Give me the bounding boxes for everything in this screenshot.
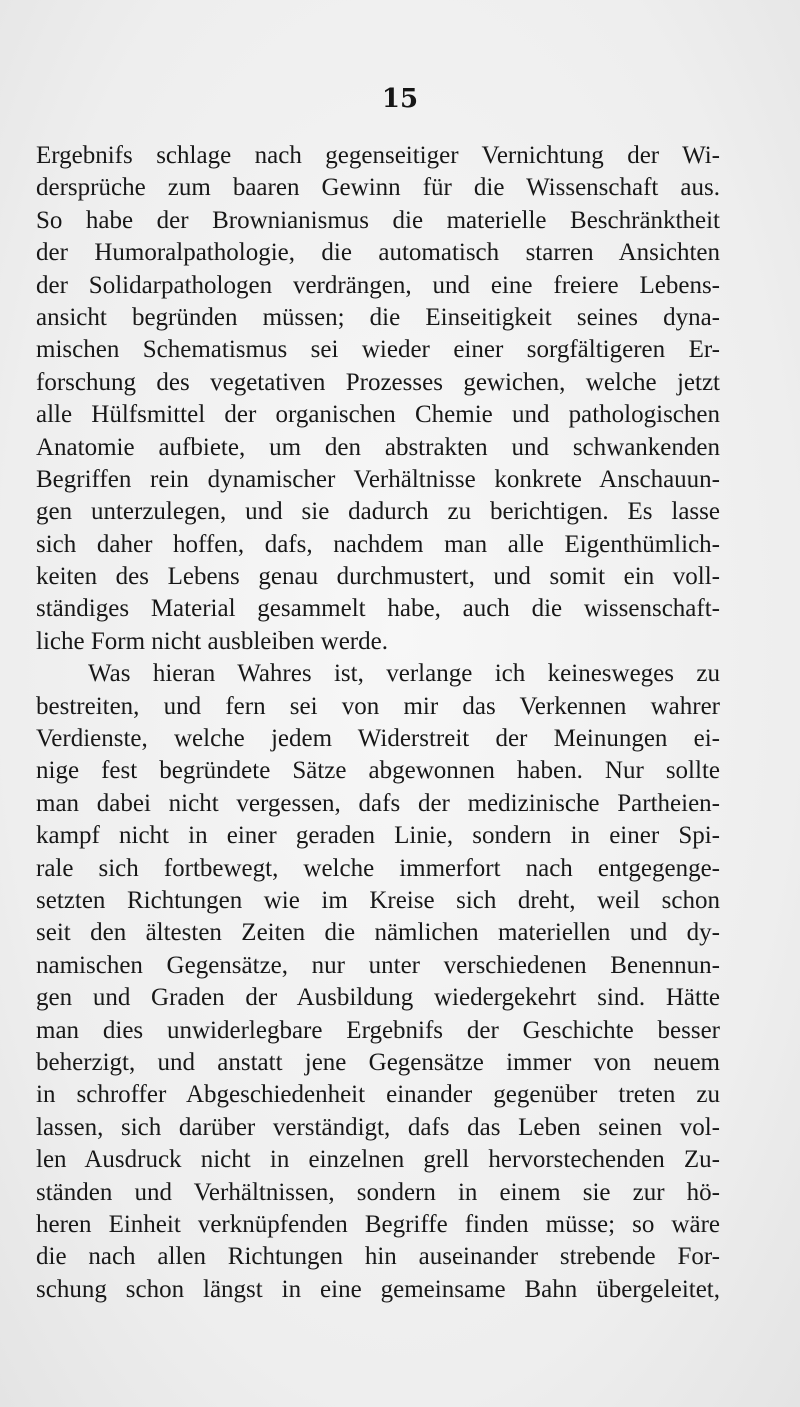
text-line: rale sich fortbewegt, welche immerfort nach entgegenge- (36, 854, 720, 882)
text-line: seit den ältesten Zeiten die nämlichen materiellen und dy- (36, 919, 720, 947)
paragraph-2 (36, 658, 720, 1306)
text-line: len Ausdruck nicht in einzelnen grell hervorstechenden Zu- (36, 1146, 720, 1174)
text-line: dersprüche zum baaren Gewinn für die Wissenschaft aus. (36, 174, 720, 202)
text-line: Was hieran Wahres ist, verlange ich keinesweges zu (88, 660, 720, 688)
text-line: lassen, sich darüber verständigt, dafs das Leben seinen vol- (36, 1113, 720, 1141)
text-line: der Humoralpathologie, die automatisch starren Ansichten (36, 239, 720, 267)
body-text (36, 140, 720, 1306)
text-line: in schroffer Abgeschiedenheit einander gegenüber treten zu (36, 1081, 720, 1109)
text-line: gen unterzulegen, und sie dadurch zu berichtigen. Es lasse (36, 498, 720, 526)
text-line: man dies unwiderlegbare Ergebnifs der Geschichte besser (36, 1016, 720, 1044)
text-line: die nach allen Richtungen hin auseinander strebende For- (36, 1243, 720, 1271)
text-line: Begriffen rein dynamischer Verhältnisse konkrete Anschauun- (36, 465, 720, 493)
text-line: bestreiten, und fern sei von mir das Verkennen wahrer (36, 692, 720, 720)
text-line: heren Einheit verknüpfenden Begriffe finden müsse; so wäre (36, 1210, 720, 1238)
text-line: sich daher hoffen, dafs, nachdem man alle Eigenthümlich- (36, 530, 720, 558)
text-line: ständen und Verhältnissen, sondern in einem sie zur hö- (36, 1178, 720, 1206)
text-line: gen und Graden der Ausbildung wiedergekehrt sind. Hätte (36, 984, 720, 1012)
page-number: 15 (381, 84, 419, 114)
paragraph-1 (36, 140, 720, 658)
text-line: kampf nicht in einer geraden Linie, sondern in einer Spi- (36, 822, 720, 850)
text-line: namischen Gegensätze, nur unter verschiedenen Benennun- (36, 951, 720, 979)
text-line: liche Form nicht ausbleiben werde. (36, 627, 388, 655)
text-line: keiten des Lebens genau durchmustert, und somit ein voll- (36, 563, 720, 591)
text-line: Anatomie aufbiete, um den abstrakten und schwankenden (36, 433, 720, 461)
text-line: ansicht begründen müssen; die Einseitigkeit seines dyna- (36, 303, 720, 331)
text-line: Verdienste, welche jedem Widerstreit der Meinungen ei- (36, 725, 720, 753)
text-line: alle Hülfsmittel der organischen Chemie und pathologischen (36, 401, 720, 429)
text-line: setzten Richtungen wie im Kreise sich dreht, weil schon (36, 886, 720, 914)
text-line: forschung des vegetativen Prozesses gewichen, welche jetzt (36, 368, 720, 396)
text-line: Ergebnifs schlage nach gegenseitiger Vernichtung der Wi- (36, 142, 720, 169)
text-line: man dabei nicht vergessen, dafs der medizinische Partheien- (36, 789, 720, 817)
text-line: So habe der Brownianismus die materielle Beschränktheit (36, 206, 720, 234)
text-line: ständiges Material gesammelt habe, auch die wissenschaft- (36, 595, 720, 623)
text-line: nige fest begründete Sätze abgewonnen haben. Nur sollte (36, 757, 720, 785)
text-line: der Solidarpathologen verdrängen, und eine freiere Lebens- (36, 271, 720, 299)
text-line: mischen Schematismus sei wieder einer sorgfältigeren Er- (36, 336, 720, 364)
text-line: beherzigt, und anstatt jene Gegensätze immer von neuem (36, 1048, 720, 1076)
text-line: schung schon längst in eine gemeinsame Bahn übergeleitet, (36, 1275, 720, 1303)
